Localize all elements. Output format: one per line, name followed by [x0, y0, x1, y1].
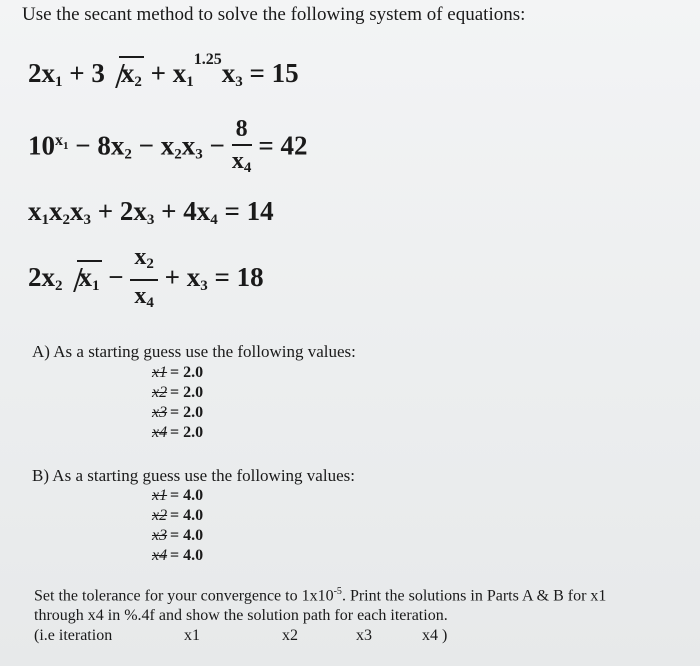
part-a-heading: A) As a starting guess use the following values:: [32, 342, 356, 361]
sqrt-x2: $x_2$: [120, 58, 142, 90]
list-item: x1 = 2.0: [152, 364, 204, 381]
part-a-values: [152, 363, 203, 443]
equation-4: $2x_2$ $x_1$ − $\frac{x_2}{x_4}$ + $x_3 = 18$: [28, 242, 264, 318]
list-item: x4 = 2.0: [152, 424, 204, 441]
equation-1: $2x_1 + 3$ $x_2 + x_1^{1.25}x_3 = 15$: [28, 51, 299, 90]
equation-2: $10^{x_1} - 8x_2 - x_2x_3$ − $\frac{8}{x_4}$ = 42: [28, 114, 308, 183]
problem-title: Use the secant method to solve the following system of equations:: [22, 4, 526, 25]
list-item: x3 = 2.0: [152, 404, 204, 421]
fraction-8-over-x4: $\frac{8}{x_4}$: [231, 116, 252, 176]
equation-3: $x_1x_2x_3 + 2x_3 + 4x_4 = 14$: [28, 196, 274, 228]
sqrt-x1: $x_1$: [78, 262, 100, 295]
list-item: x4 = 4.0: [152, 547, 204, 564]
part-b-values: [152, 486, 203, 566]
list-item: x1 = 4.0: [152, 487, 204, 504]
part-b-heading: B) As a starting guess use the following values:: [32, 466, 355, 485]
instructions: Set the tolerance for your convergence to $1x10^{-5}$. Print the solutions in Parts A & B for x1 through x4 in %.4f and show the solution path for each iteration. (i.e iteration x1 x2 x3 x4 ): [34, 586, 607, 645]
list-item: x2 = 4.0: [152, 507, 204, 524]
list-item: x2 = 2.0: [152, 384, 204, 401]
fraction-x2-over-x4: $\frac{x_2}{x_4}$: [130, 242, 158, 318]
iteration-columns: (i.e iteration x1 x2 x3 x4 ): [34, 627, 448, 645]
list-item: x3 = 4.0: [152, 527, 204, 544]
